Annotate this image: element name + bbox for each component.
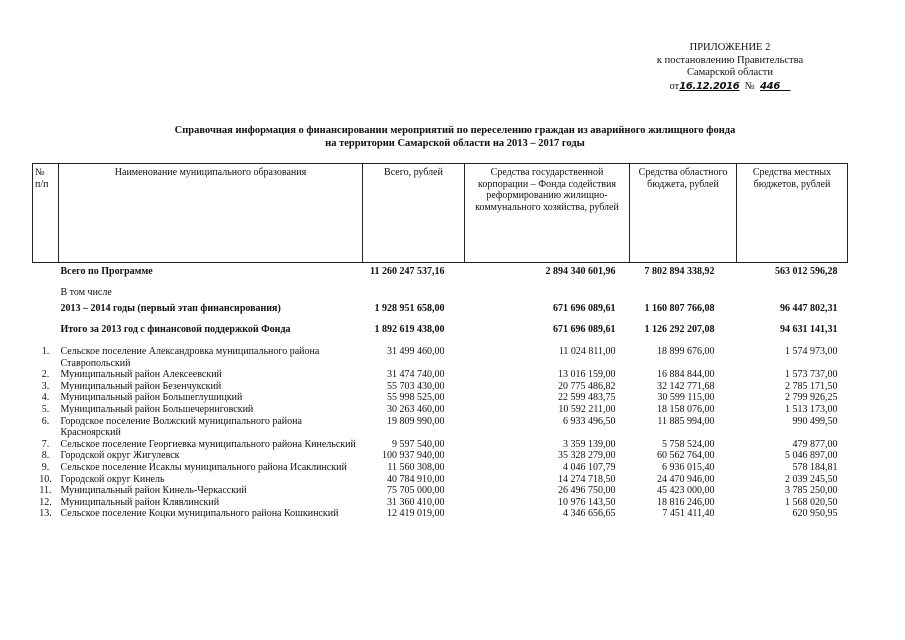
stage1-name: 2013 – 2014 годы (первый этап финансирования) xyxy=(60,303,281,315)
cell-local: 2 799 926,25 xyxy=(785,392,838,404)
cell-no: 2. xyxy=(41,369,50,381)
cell-no: 3. xyxy=(41,380,50,392)
cell-fund: 20 775 486,82 xyxy=(558,380,616,392)
appendix-date-number-line xyxy=(610,81,850,94)
handwritten-number: 446 xyxy=(760,80,780,92)
stage1-regional: 1 160 807 766,08 xyxy=(644,303,715,315)
appendix-line2: Самарской области xyxy=(687,67,773,78)
including-row xyxy=(33,281,848,299)
cell-regional: 24 470 946,00 xyxy=(657,473,715,485)
cell-name: Сельское поселение Коцки муниципального района Кошкинский xyxy=(60,508,339,520)
cell-regional: 18 816 246,00 xyxy=(657,496,715,508)
cell-name: Сельское поселение Александровка муниципального района Ставропольский xyxy=(60,346,320,369)
cell-fund: 3 359 139,00 xyxy=(563,438,616,450)
cell-total: 55 998 525,00 xyxy=(387,392,445,404)
cell-fund: 6 933 496,50 xyxy=(563,415,616,427)
cell-regional: 7 451 411,40 xyxy=(662,508,715,520)
cell-no: 10. xyxy=(39,473,52,485)
cell-name: Муниципальный район Алексеевский xyxy=(60,369,222,381)
table-row xyxy=(33,404,848,416)
cell-regional: 6 936 015,40 xyxy=(662,462,715,474)
cell-total: 9 597 540,00 xyxy=(392,438,445,450)
program-total: 11 260 247 537,16 xyxy=(370,266,445,277)
header-name: Наименование муниципального образования xyxy=(59,164,363,263)
cell-name: Сельское поселение Исаклы муниципального района Исаклинский xyxy=(60,462,347,474)
year2013-name: Итого за 2013 год с финансовой поддержкой Фонда xyxy=(60,324,291,336)
cell-no: 11. xyxy=(39,485,52,497)
cell-total: 19 809 990,00 xyxy=(387,415,445,427)
cell-regional: 60 562 764,00 xyxy=(657,450,715,462)
stage1-fund: 671 696 089,61 xyxy=(553,303,616,315)
cell-name: Муниципальный район Кинель-Черкасский xyxy=(60,485,247,497)
document-title xyxy=(80,125,830,150)
cell-local: 1 574 973,00 xyxy=(785,346,838,358)
table-row xyxy=(33,497,848,509)
cell-no: 7. xyxy=(41,438,50,450)
cell-local: 2 785 171,50 xyxy=(785,380,838,392)
table-row xyxy=(33,369,848,381)
cell-fund: 26 496 750,00 xyxy=(558,485,616,497)
year2013-fund: 671 696 089,61 xyxy=(553,324,616,336)
header-local: Средства местных бюджетов, рублей xyxy=(737,164,848,263)
program-regional: 7 802 894 338,92 xyxy=(644,266,715,277)
cell-no: 8. xyxy=(41,450,50,462)
cell-local: 5 046 897,00 xyxy=(785,450,838,462)
cell-local: 1 568 020,50 xyxy=(785,496,838,508)
table-header-row xyxy=(33,164,848,263)
cell-name: Муниципальный район Большеглушицкий xyxy=(60,392,243,404)
cell-local: 3 785 250,00 xyxy=(785,485,838,497)
header-fund: Средства государственной корпорации – Фонда содействия реформированию жилищно-коммунального хозяйства, рублей xyxy=(465,164,630,263)
cell-fund: 14 274 718,50 xyxy=(558,473,616,485)
stage1-total: 1 928 951 658,00 xyxy=(374,303,445,315)
cell-name: Городской округ Жигулевск xyxy=(60,450,180,462)
cell-regional: 18 158 076,00 xyxy=(657,404,715,416)
cell-no: 13. xyxy=(39,508,52,520)
cell-regional: 18 899 676,00 xyxy=(657,346,715,358)
header-regional: Средства областного бюджета, рублей xyxy=(630,164,737,263)
cell-fund: 4 346 656,65 xyxy=(563,508,616,520)
cell-fund: 13 016 159,00 xyxy=(558,369,616,381)
cell-local: 479 877,00 xyxy=(792,438,838,450)
title-line2: на территории Самарской области на 2013 – 2017 годы xyxy=(325,137,585,149)
cell-no: 5. xyxy=(41,404,50,416)
table-row xyxy=(33,344,848,369)
cell-fund: 11 024 811,00 xyxy=(558,346,616,358)
cell-name: Сельское поселение Георгиевка муниципального района Кинельский xyxy=(60,438,356,450)
title-line1: Справочная информация о финансировании мероприятий по переселению граждан из аварийного жилищного фонда xyxy=(174,125,736,136)
financing-table xyxy=(32,163,848,520)
cell-local: 990 499,50 xyxy=(792,415,838,427)
cell-total: 31 474 740,00 xyxy=(387,369,445,381)
table-row xyxy=(33,439,848,451)
cell-no: 4. xyxy=(41,392,50,404)
cell-no: 1. xyxy=(41,346,50,358)
cell-regional: 45 423 000,00 xyxy=(657,485,715,497)
from-label: от xyxy=(669,80,680,92)
header-total: Всего, рублей xyxy=(363,164,465,263)
table-row xyxy=(33,416,848,439)
table-row xyxy=(33,462,848,474)
stage1-row xyxy=(33,298,848,320)
cell-no: 12. xyxy=(39,496,52,508)
cell-regional: 11 885 994,00 xyxy=(657,415,715,427)
cell-total: 12 419 019,00 xyxy=(387,508,445,520)
table-row xyxy=(33,474,848,486)
year2013-local: 94 631 141,31 xyxy=(780,324,838,336)
table-row xyxy=(33,392,848,404)
program-total-row xyxy=(33,263,848,281)
table-row xyxy=(33,508,848,520)
cell-name: Муниципальный район Безенчукский xyxy=(60,380,222,392)
cell-name: Муниципальный район Клявлинский xyxy=(60,496,220,508)
table-row xyxy=(33,381,848,393)
cell-no: 6. xyxy=(41,415,50,427)
cell-total: 31 499 460,00 xyxy=(387,346,445,358)
cell-total: 30 263 460,00 xyxy=(387,404,445,416)
cell-total: 40 784 910,00 xyxy=(387,473,445,485)
cell-fund: 4 046 107,79 xyxy=(563,462,616,474)
cell-fund: 22 599 483,75 xyxy=(558,392,616,404)
handwritten-date: 16.12.2016 xyxy=(679,80,740,92)
appendix-line1: к постановлению Правительства xyxy=(656,54,804,66)
cell-fund: 35 328 279,00 xyxy=(558,450,616,462)
stage1-local: 96 447 802,31 xyxy=(780,303,838,315)
program-local: 563 012 596,28 xyxy=(775,266,838,277)
cell-regional: 5 758 524,00 xyxy=(662,438,715,450)
cell-total: 31 360 410,00 xyxy=(387,496,445,508)
cell-total: 55 703 430,00 xyxy=(387,380,445,392)
cell-no: 9. xyxy=(41,462,50,474)
including-label: В том числе xyxy=(60,286,112,298)
header-number: № п/п xyxy=(33,164,59,263)
cell-local: 620 950,95 xyxy=(792,508,838,520)
program-name: Всего по Программе xyxy=(60,266,153,277)
year2013-regional: 1 126 292 207,08 xyxy=(644,324,715,336)
appendix-header xyxy=(610,42,850,93)
cell-local: 2 039 245,50 xyxy=(785,473,838,485)
program-fund: 2 894 340 601,96 xyxy=(545,266,616,277)
cell-name: Городское поселение Волжский муниципального района Красноярский xyxy=(60,415,302,439)
cell-local: 1 513 173,00 xyxy=(785,404,838,416)
appendix-title: ПРИЛОЖЕНИЕ 2 xyxy=(689,42,771,53)
cell-total: 75 705 000,00 xyxy=(387,485,445,497)
year2013-total: 1 892 619 438,00 xyxy=(374,324,445,336)
cell-name: Городской округ Кинель xyxy=(60,473,165,485)
cell-regional: 30 599 115,00 xyxy=(657,392,715,404)
cell-fund: 10 976 143,50 xyxy=(558,496,616,508)
year2013-row xyxy=(33,320,848,344)
cell-name: Муниципальный район Большечерниговский xyxy=(60,404,254,416)
cell-local: 1 573 737,00 xyxy=(785,369,838,381)
cell-fund: 10 592 211,00 xyxy=(558,404,616,416)
cell-local: 578 184,81 xyxy=(792,462,838,474)
table-row xyxy=(33,485,848,497)
table-row xyxy=(33,450,848,462)
cell-total: 100 937 940,00 xyxy=(382,450,445,462)
cell-regional: 32 142 771,68 xyxy=(657,380,715,392)
cell-regional: 16 884 844,00 xyxy=(657,369,715,381)
number-label: № xyxy=(744,80,755,92)
cell-total: 11 560 308,00 xyxy=(387,462,445,474)
